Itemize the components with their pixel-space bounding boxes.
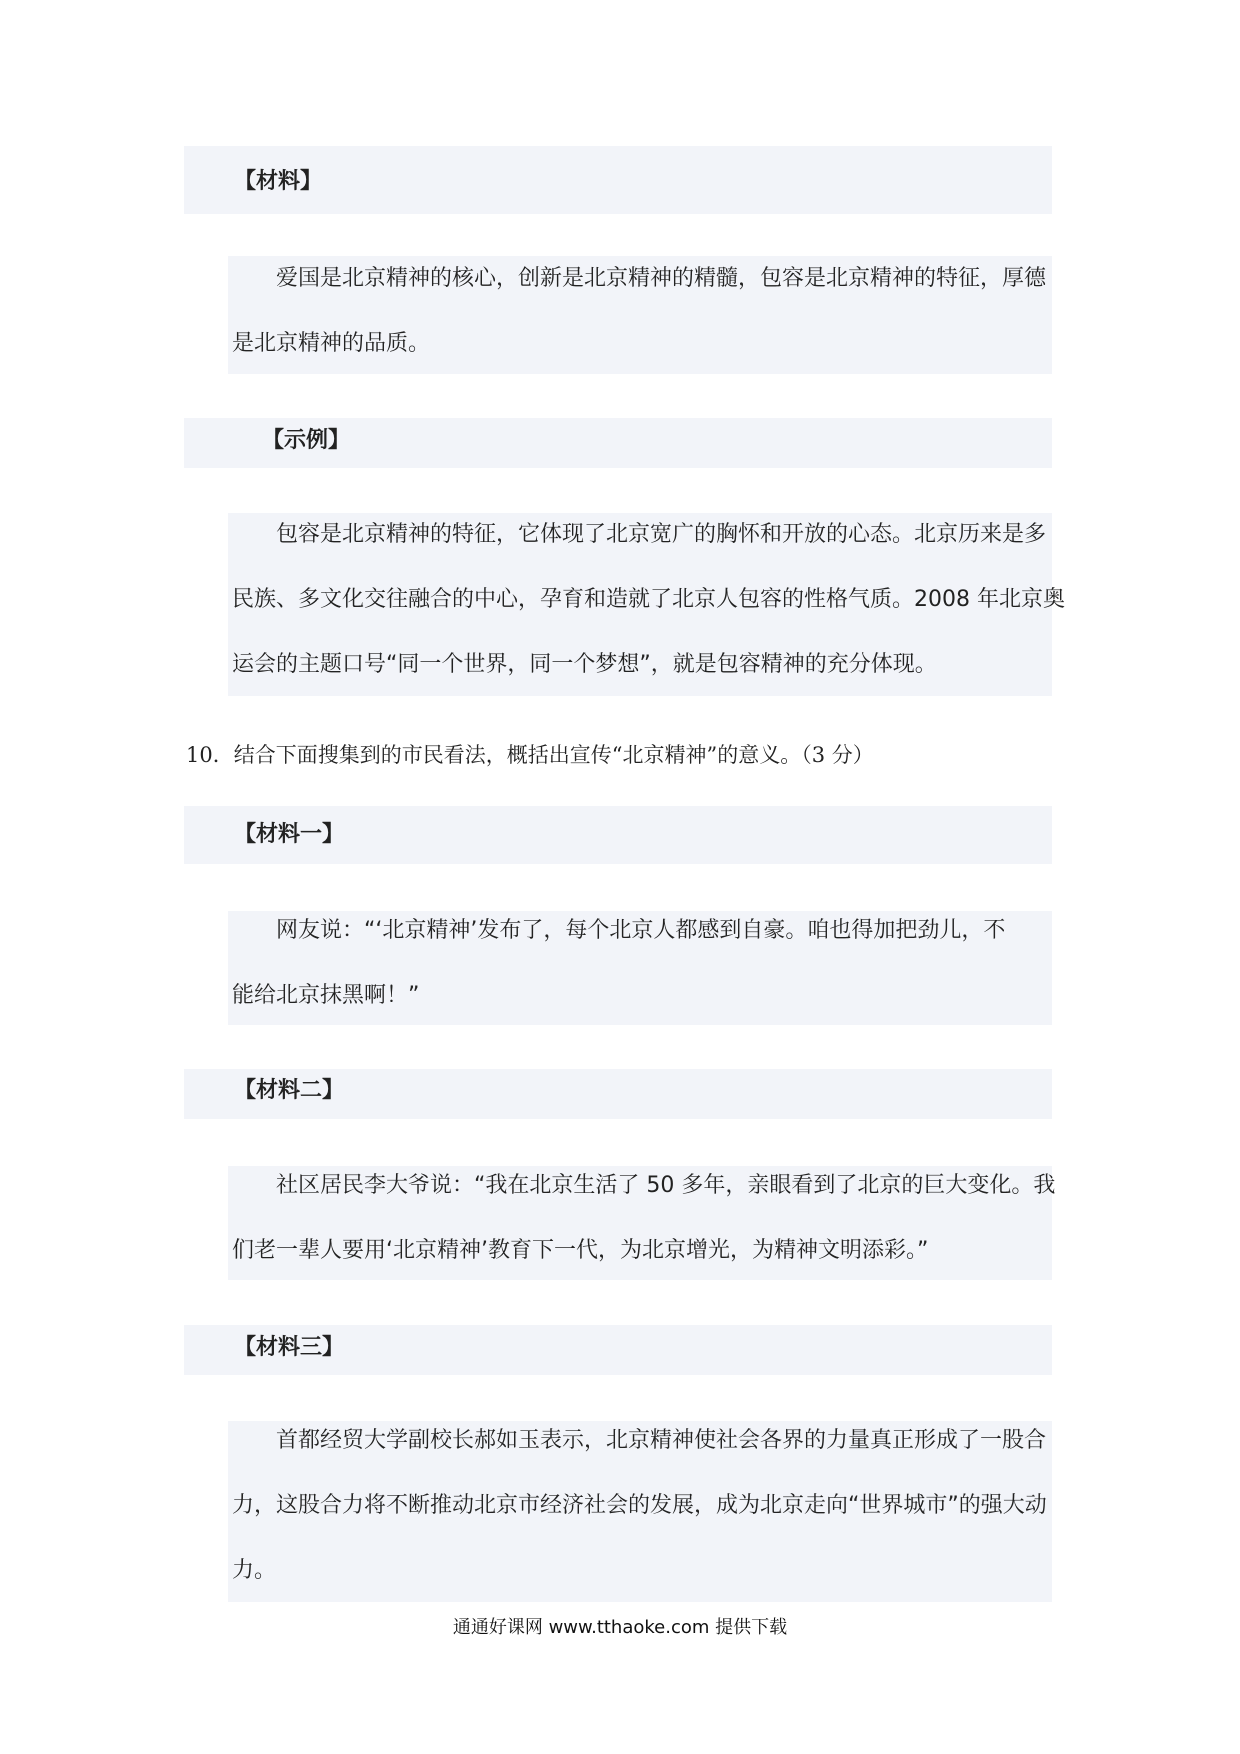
material-label-2: 【材料二】	[234, 1078, 345, 1103]
paragraph-material-2	[232, 1153, 1056, 1283]
paragraph-line: 力。	[232, 1558, 277, 1583]
paragraph-material	[232, 246, 1047, 376]
footer-credit: 通通好课网 www.tthaoke.com 提供下载	[452, 1617, 788, 1638]
paragraph-line: 是北京精神的品质。	[232, 331, 431, 356]
question-10: 10．结合下面搜集到的市民看法，概括出宣传“北京精神”的意义。（3 分）	[186, 743, 874, 767]
paragraph-line: 网友说：“‘北京精神’发布了，每个北京人都感到自豪。咱也得加把劲儿，不	[232, 918, 1006, 943]
paragraph-example	[232, 502, 1065, 697]
paragraph-material-1	[232, 898, 1047, 1028]
paragraph-line: 爱国是北京精神的核心，创新是北京精神的精髓，包容是北京精神的特征，厚德	[232, 266, 1047, 291]
paragraph-line: 社区居民李大爷说：“我在北京生活了 50 多年，亲眼看到了北京的巨大变化。我	[232, 1173, 1056, 1198]
paragraph-line: 们老一辈人要用‘北京精神’教育下一代，为北京增光，为精神文明添彩。”	[232, 1238, 929, 1263]
paragraph-line: 力，这股合力将不断推动北京市经济社会的发展，成为北京走向“世界城市”的强大动	[232, 1493, 1047, 1518]
material-label-3: 【材料三】	[234, 1335, 345, 1360]
paragraph-line: 民族、多文化交往融合的中心，孕育和造就了北京人包容的性格气质。2008 年北京奥	[232, 587, 1065, 612]
material-label-1: 【材料一】	[234, 822, 345, 847]
section-label-material: 【材料】	[234, 169, 323, 194]
paragraph-material-3	[232, 1408, 1047, 1603]
paragraph-line: 运会的主题口号“同一个世界，同一个梦想”，就是包容精神的充分体现。	[232, 652, 937, 677]
paragraph-line: 首都经贸大学副校长郝如玉表示，北京精神使社会各界的力量真正形成了一股合	[232, 1428, 1047, 1453]
section-label-example: 【示例】	[262, 428, 351, 453]
paragraph-line: 能给北京抹黑啊！”	[232, 983, 420, 1008]
paragraph-line: 包容是北京精神的特征，它体现了北京宽广的胸怀和开放的心态。北京历来是多	[232, 522, 1047, 547]
